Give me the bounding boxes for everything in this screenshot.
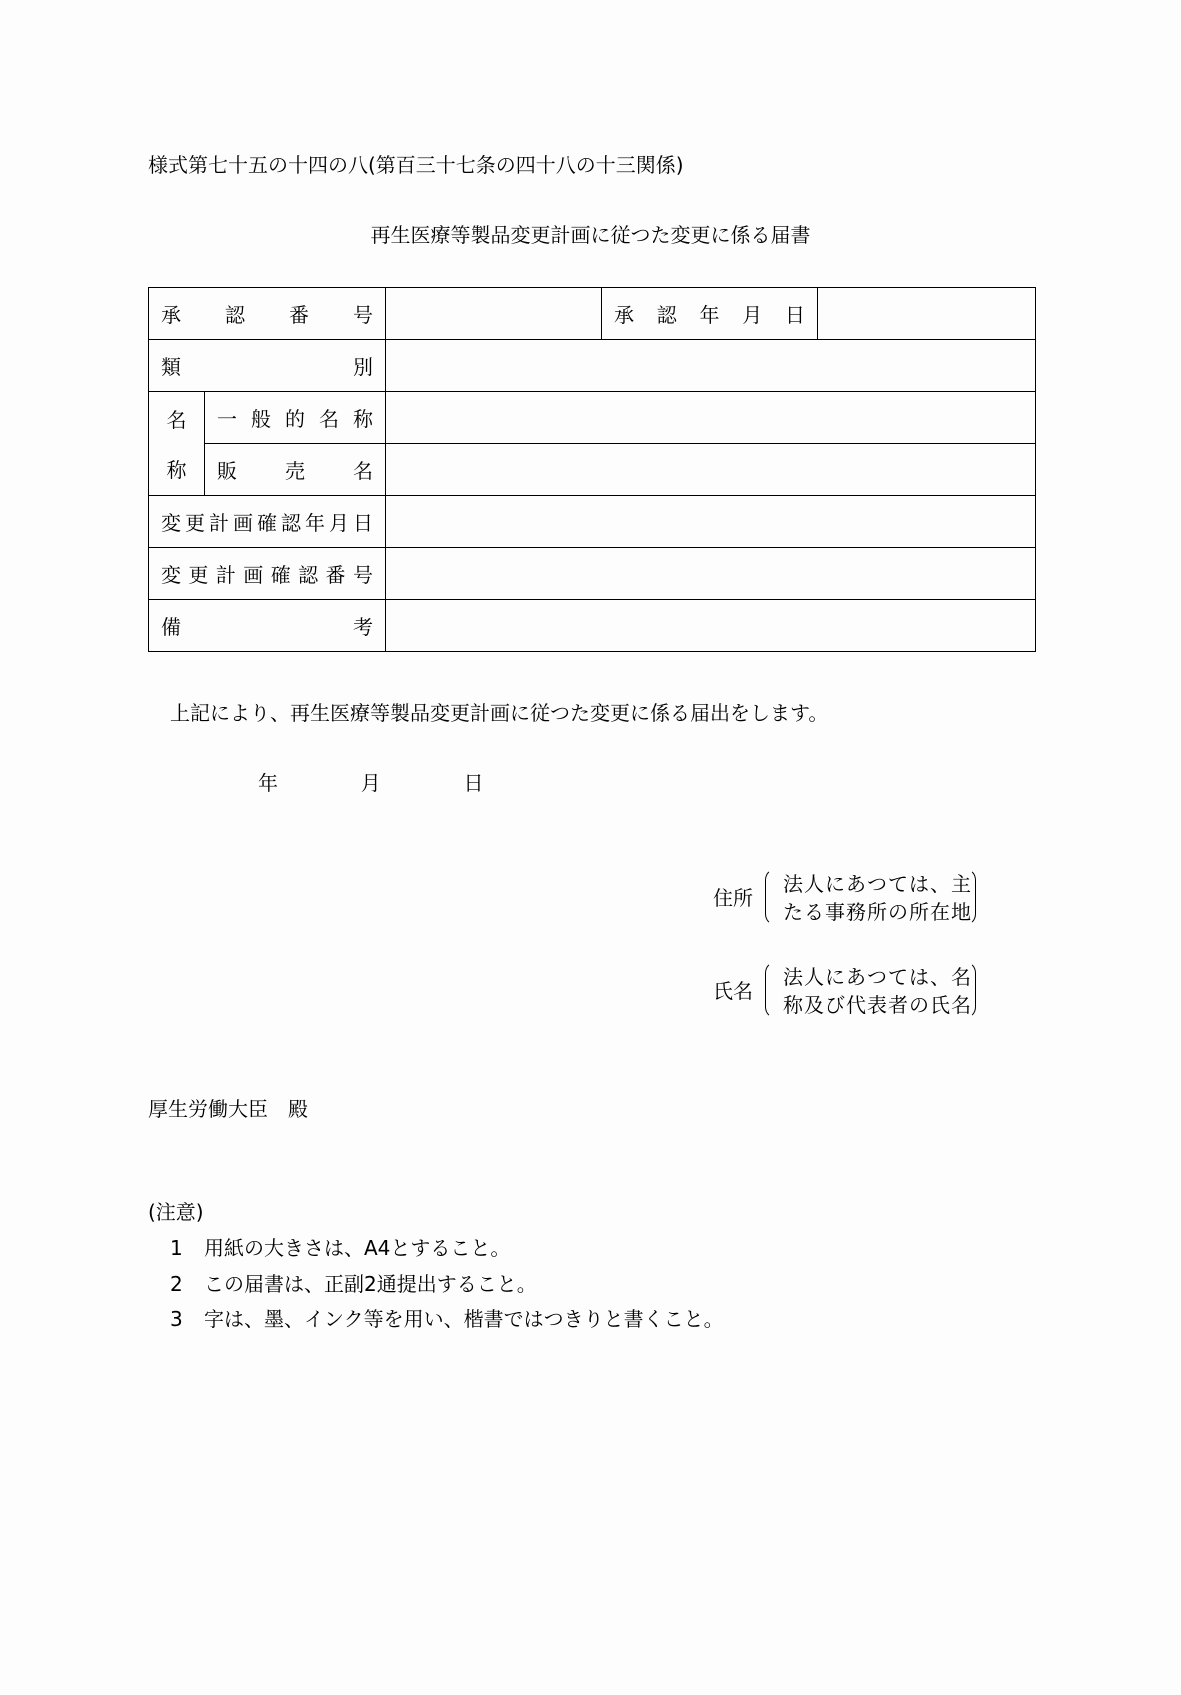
notes-heading: (注意) bbox=[148, 1200, 204, 1224]
address-note-line2: たる事務所の所在地 bbox=[783, 900, 972, 924]
char: 画 bbox=[243, 563, 264, 587]
row-generic-name bbox=[149, 392, 1036, 444]
address-label: 住所 bbox=[713, 886, 753, 910]
char: 月 bbox=[742, 303, 763, 327]
note-text: 字は、墨、インク等を用い、楷書ではつきりと書くこと。 bbox=[204, 1307, 724, 1331]
note-text: この届書は、正副2通提出すること。 bbox=[204, 1272, 537, 1296]
char: 号 bbox=[352, 563, 373, 587]
char: 般 bbox=[251, 407, 271, 431]
label-generic-name bbox=[205, 392, 386, 444]
char: 日 bbox=[785, 303, 805, 327]
row-change-plan-number bbox=[149, 548, 1036, 600]
char: 確 bbox=[270, 563, 291, 587]
label-name-group bbox=[149, 392, 205, 496]
note-item bbox=[170, 1307, 724, 1331]
field-category[interactable] bbox=[386, 340, 1036, 392]
name-block bbox=[713, 961, 993, 1021]
document-title: 再生医療等製品変更計画に従つた変更に係る届書 bbox=[370, 223, 811, 247]
char: 計 bbox=[215, 563, 236, 587]
label-category bbox=[149, 340, 386, 392]
char: 名 bbox=[353, 459, 373, 483]
label-change-plan-date bbox=[149, 496, 386, 548]
name-group-char-1: 名 bbox=[166, 408, 187, 432]
label-category-chars bbox=[149, 351, 385, 380]
field-approval-number[interactable] bbox=[386, 288, 602, 340]
declaration-text: 上記により、再生医療等製品変更計画に従つた変更に係る届出をします。 bbox=[170, 701, 829, 725]
name-note-line2: 称及び代表者の氏名 bbox=[783, 993, 972, 1017]
note-number: 1 bbox=[170, 1236, 183, 1260]
char: 月 bbox=[329, 511, 349, 535]
char: 計 bbox=[209, 511, 229, 535]
address-block bbox=[713, 868, 993, 928]
char: 備 bbox=[161, 615, 181, 639]
field-change-plan-date[interactable] bbox=[386, 496, 1036, 548]
right-paren-icon bbox=[963, 868, 976, 926]
note-text: 用紙の大きさは、A4とすること。 bbox=[204, 1236, 511, 1260]
label-remarks bbox=[149, 600, 386, 652]
row-brand-name bbox=[149, 444, 1036, 496]
char: 変 bbox=[161, 563, 181, 587]
notification-form-table bbox=[148, 287, 1036, 652]
note-number: 2 bbox=[170, 1272, 183, 1296]
name-note-line1: 法人にあつては、名 bbox=[783, 965, 972, 989]
char: 一 bbox=[217, 407, 237, 431]
char: 日 bbox=[353, 511, 373, 535]
char: 的 bbox=[285, 407, 305, 431]
label-change-plan-number bbox=[149, 548, 386, 600]
address-note-line1: 法人にあつては、主 bbox=[783, 872, 972, 896]
char: 類 bbox=[161, 355, 181, 379]
field-generic-name[interactable] bbox=[386, 392, 1036, 444]
left-paren-icon bbox=[765, 961, 778, 1019]
char: 名 bbox=[319, 407, 339, 431]
date-line bbox=[258, 771, 483, 795]
date-day-label: 日 bbox=[463, 771, 484, 795]
row-change-plan-date bbox=[149, 496, 1036, 548]
char: 別 bbox=[353, 355, 373, 379]
row-approval bbox=[149, 288, 1036, 340]
name-label: 氏名 bbox=[713, 979, 753, 1003]
char: 認 bbox=[225, 303, 245, 327]
char: 号 bbox=[353, 303, 373, 327]
note-item bbox=[170, 1272, 537, 1296]
label-generic-name-chars bbox=[205, 403, 385, 432]
char: 年 bbox=[305, 511, 325, 535]
char: 認 bbox=[281, 511, 301, 535]
row-category bbox=[149, 340, 1036, 392]
field-change-plan-number[interactable] bbox=[386, 548, 1036, 600]
field-brand-name[interactable] bbox=[386, 444, 1036, 496]
char: 称 bbox=[353, 407, 373, 431]
label-approval-date-chars bbox=[602, 299, 817, 328]
row-remarks bbox=[149, 600, 1036, 652]
char: 年 bbox=[699, 303, 720, 327]
form-number: 様式第七十五の十四の八(第百三十七条の四十八の十三関係) bbox=[148, 153, 684, 177]
name-group-char-2: 称 bbox=[166, 458, 187, 482]
char: 承 bbox=[161, 303, 181, 327]
char: 確 bbox=[257, 511, 277, 535]
char: 更 bbox=[188, 563, 209, 587]
label-approval-number bbox=[149, 288, 386, 340]
char: 番 bbox=[289, 303, 309, 327]
char: 更 bbox=[185, 511, 205, 535]
char: 認 bbox=[656, 303, 677, 327]
label-approval-number-chars bbox=[149, 299, 385, 328]
date-month-label: 月 bbox=[360, 771, 381, 795]
label-change-plan-number-chars bbox=[149, 559, 385, 588]
char: 売 bbox=[285, 459, 305, 483]
right-paren-icon bbox=[963, 961, 976, 1019]
label-remarks-chars bbox=[149, 611, 385, 640]
left-paren-icon bbox=[765, 868, 778, 926]
label-approval-date bbox=[602, 288, 818, 340]
label-brand-name-chars bbox=[205, 455, 385, 484]
char: 変 bbox=[161, 511, 181, 535]
char: 番 bbox=[325, 563, 346, 587]
date-year-label: 年 bbox=[258, 771, 278, 795]
char: 認 bbox=[298, 563, 319, 587]
note-number: 3 bbox=[170, 1307, 183, 1331]
label-change-plan-date-chars bbox=[149, 507, 385, 536]
char: 承 bbox=[614, 303, 634, 327]
note-item bbox=[170, 1236, 510, 1260]
field-remarks[interactable] bbox=[386, 600, 1036, 652]
addressee: 厚生労働大臣 殿 bbox=[148, 1097, 308, 1121]
char: 考 bbox=[353, 615, 373, 639]
char: 販 bbox=[217, 459, 237, 483]
field-approval-date[interactable] bbox=[818, 288, 1036, 340]
label-brand-name bbox=[205, 444, 386, 496]
char: 画 bbox=[233, 511, 253, 535]
